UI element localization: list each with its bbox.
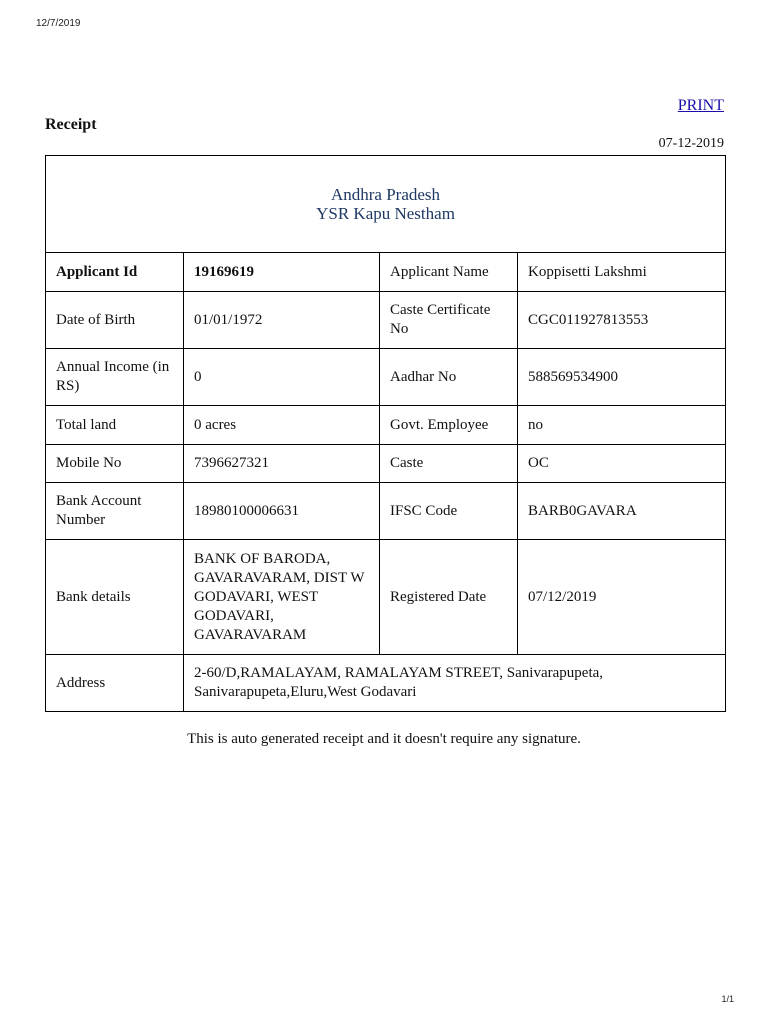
receipt-table (45, 155, 726, 712)
table-row (46, 483, 726, 540)
receipt-header-row (46, 156, 726, 253)
footer-note: This is auto generated receipt and it doesn't require any signature. (187, 731, 581, 747)
label-mobile-no: Mobile No (46, 445, 184, 483)
value-bank-account-number: 18980100006631 (184, 483, 380, 540)
value-address: 2-60/D,RAMALAYAM, RAMALAYAM STREET, Sanivarapupeta, Sanivarapupeta,Eluru,West Godavari (184, 655, 726, 712)
label-caste: Caste (380, 445, 518, 483)
state-name: Andhra Pradesh (330, 185, 441, 204)
table-row (46, 655, 726, 712)
table-row (46, 445, 726, 483)
table-row (46, 253, 726, 292)
value-aadhar-no: 588569534900 (518, 349, 726, 406)
value-applicant-name: Koppisetti Lakshmi (518, 253, 726, 292)
label-applicant-name: Applicant Name (380, 253, 518, 292)
value-bank-details: BANK OF BARODA, GAVARAVARAM, DIST W GODAVARI, WEST GODAVARI, GAVARAVARAM (184, 540, 380, 655)
table-row (46, 406, 726, 445)
label-bank-details: Bank details (46, 540, 184, 655)
value-caste-certificate-no: CGC011927813553 (518, 292, 726, 349)
table-row (46, 540, 726, 655)
print-header-date: 12/7/2019 (36, 18, 81, 29)
label-applicant-id: Applicant Id (46, 253, 184, 292)
receipt-date: 07-12-2019 (658, 136, 724, 151)
value-date-of-birth: 01/01/1972 (184, 292, 380, 349)
value-total-land: 0 acres (184, 406, 380, 445)
value-caste: OC (518, 445, 726, 483)
label-date-of-birth: Date of Birth (46, 292, 184, 349)
label-address: Address (46, 655, 184, 712)
value-applicant-id: 19169619 (184, 253, 380, 292)
label-total-land: Total land (46, 406, 184, 445)
label-aadhar-no: Aadhar No (380, 349, 518, 406)
receipt-header (46, 156, 726, 253)
label-registered-date: Registered Date (380, 540, 518, 655)
page-number: 1/1 (721, 994, 734, 1004)
receipt-title: Receipt (45, 116, 97, 133)
label-govt-employee: Govt. Employee (380, 406, 518, 445)
scheme-name: YSR Kapu Nestham (316, 204, 455, 223)
label-caste-certificate-no: Caste Certificate No (380, 292, 518, 349)
value-annual-income: 0 (184, 349, 380, 406)
label-annual-income: Annual Income (in RS) (46, 349, 184, 406)
value-registered-date: 07/12/2019 (518, 540, 726, 655)
value-mobile-no: 7396627321 (184, 445, 380, 483)
value-ifsc-code: BARB0GAVARA (518, 483, 726, 540)
table-row (46, 349, 726, 406)
print-link[interactable]: PRINT (677, 97, 724, 114)
label-bank-account-number: Bank Account Number (46, 483, 184, 540)
value-govt-employee: no (518, 406, 726, 445)
label-ifsc-code: IFSC Code (380, 483, 518, 540)
table-row (46, 292, 726, 349)
